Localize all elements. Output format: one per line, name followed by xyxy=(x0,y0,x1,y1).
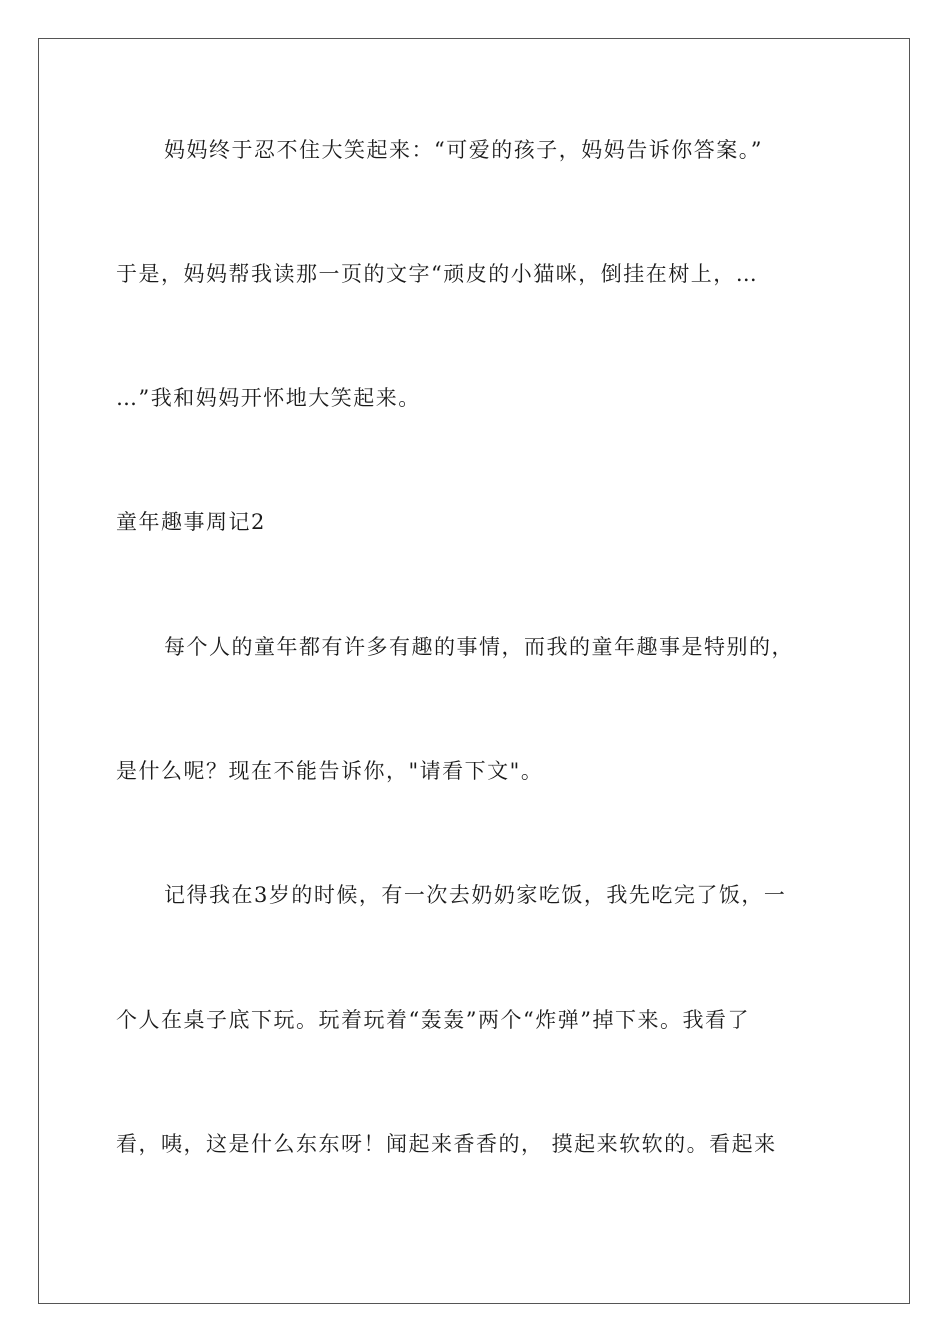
paragraph-line: 个人在桌子底下玩。玩着玩着“轰轰”两个“炸弹”掉下来。我看了 xyxy=(116,1008,750,1032)
paragraph-line: 记得我在3岁的时候，有一次去奶奶家吃饭，我先吃完了饭，一 xyxy=(164,883,787,907)
paragraph-line: 是什么呢？现在不能告诉你，"请看下文"。 xyxy=(116,759,544,783)
paragraph-line: 看，咦，这是什么东东呀！闻起来香香的， 摸起来软软的。看起来 xyxy=(116,1132,777,1156)
paragraph-line: 妈妈终于忍不住大笑起来：“可爱的孩子，妈妈告诉你答案。” xyxy=(164,138,763,162)
paragraph-line: 每个人的童年都有许多有趣的事情，而我的童年趣事是特别的， xyxy=(164,635,794,659)
section-heading: 童年趣事周记2 xyxy=(116,510,266,534)
page-border xyxy=(38,38,910,1304)
paragraph-line: …”我和妈妈开怀地大笑起来。 xyxy=(116,386,421,410)
paragraph-line: 于是，妈妈帮我读那一页的文字“顽皮的小猫咪，倒挂在树上，… xyxy=(116,262,759,286)
